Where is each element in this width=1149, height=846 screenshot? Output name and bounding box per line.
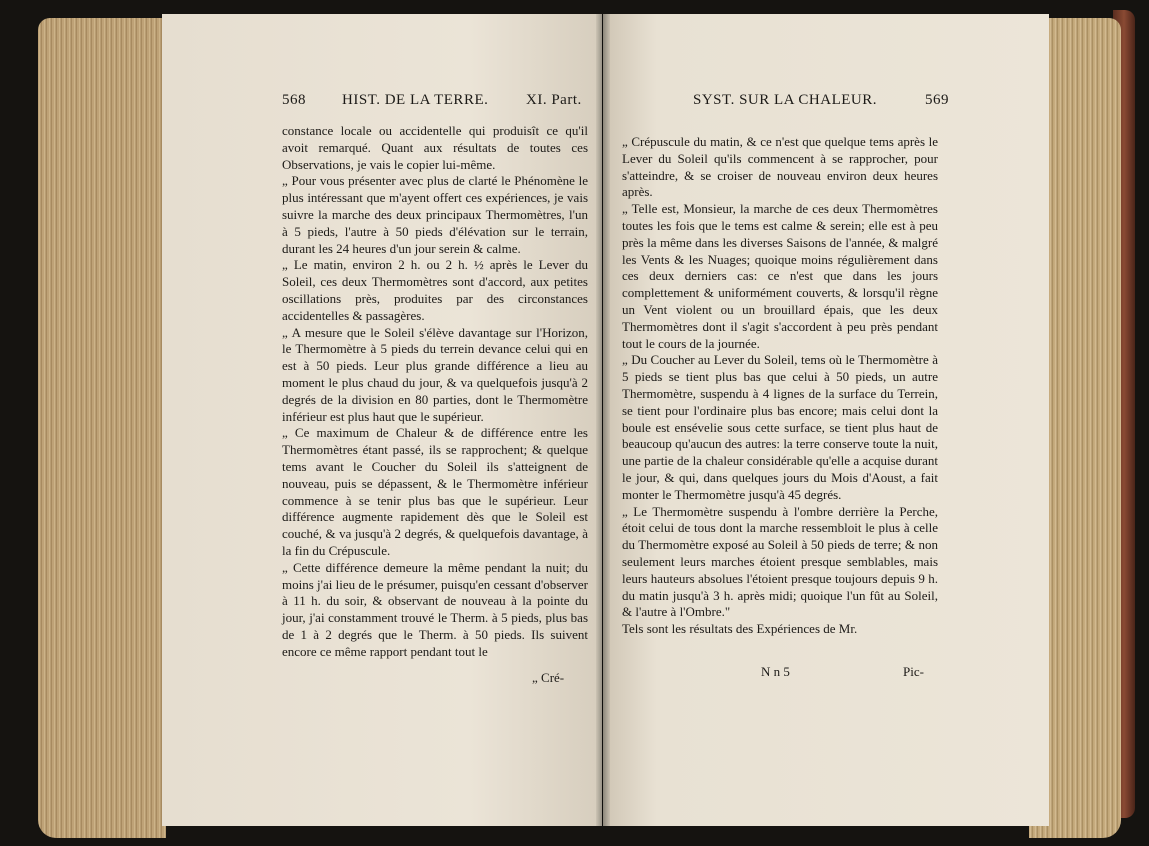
page-number: 569 bbox=[925, 92, 949, 108]
left-page bbox=[162, 14, 602, 826]
paragraph: constance locale ou accidentelle qui produisît ce qu'il avoit remarqué. Quant aux résultats de toutes ces Observations, je vais le copier lui-même. bbox=[282, 123, 588, 172]
paragraph: „ A mesure que le Soleil s'élève davantage sur l'Horizon, le Thermomètre à 5 pieds du terrein devance celui qui en est à 50 pieds. Leur plus grande différence a lieu au moment le plus chaud du jour, & va quelquefois jusqu'à 2 degrés de la division en 80 parties, dont le Thermomètre inférieur est plus haut que le supérieur. bbox=[282, 324, 588, 424]
catchword: Pic- bbox=[903, 664, 924, 679]
book-gutter bbox=[596, 14, 610, 826]
running-title: SYST. SUR LA CHALEUR. bbox=[693, 92, 877, 108]
right-page-body bbox=[622, 134, 938, 638]
page-number: 568 bbox=[282, 92, 306, 108]
paragraph: „ Pour vous présenter avec plus de clarté le Phénomène le plus intéressant que m'ayent offert ces expériences, je vais suivre la marche des deux principaux Thermomètres, l'un à 5 pieds, l'autre à 50 pieds d'élévation sur le terrain, durant les 24 heures d'un jour serein & calme. bbox=[282, 173, 588, 256]
paragraph: Tels sont les résultats des Expériences de Mr. bbox=[622, 621, 858, 637]
paragraph: „ Le Thermomètre suspendu à l'ombre derrière la Perche, étoit celui de tous dont la marche ressembloit le plus à celle du Thermomètre exposé au Soleil à 50 pieds de terre; & non seulement leurs marches étoient presque semblables, mais leurs hauteurs absolues l'étoient presque toujours depuis 9 h. du matin jusqu'à 3 h. après midi; quoique l'un fût au Soleil, & l'autre à l'Ombre." bbox=[622, 503, 938, 620]
paragraph: „ Le matin, environ 2 h. ou 2 h. ½ après le Lever du Soleil, ces deux Thermomètres sont d'accord, aux petites oscillations près, produites par des circonstances accidentelles & passagères. bbox=[282, 257, 588, 323]
paragraph: „ Cette différence demeure la même pendant la nuit; du moins j'ai lieu de le présumer, puisqu'en cessant d'observer à 11 h. du soir, & observant de nouveau à la pointe du jour, j'ai constamment trouvé le Therm. à 5 pieds, plus bas de 1 à 2 degrés que le Therm. à 50 pieds. Ils suivent encore ce même rapport pendant tout le bbox=[282, 559, 588, 659]
running-title: HIST. DE LA TERRE. bbox=[342, 92, 489, 108]
right-page bbox=[603, 14, 1049, 826]
paragraph: „ Du Coucher au Lever du Soleil, tems où le Thermomètre à 5 pieds se tient plus bas que celui à 50 pieds, un autre Thermomètre, suspendu à 4 lignes de la surface du Terrein, se tient pour l'ordinaire plus bas encore; mais celui dont la boule est ensévelie sous cette surface, se tient plus haut de beaucoup qu'aucun des autres: la terre conserve toute la nuit, une partie de la chaleur considérable qu'elle a acquise durant le jour, & qui, dans quelques jours du Mois d'Aoust, a fait monter le Thermomètre jusqu'à 45 degrés. bbox=[622, 352, 938, 502]
catchword: „ Cré- bbox=[532, 670, 565, 685]
left-page-body bbox=[282, 123, 588, 661]
left-page-block-edge bbox=[38, 18, 166, 838]
paragraph: „ Crépuscule du matin, & ce n'est que quelque tems après le Lever du Soleil qu'ils commencent à se rapprocher, pour s'atteindre, & se croiser de nouveau environ deux heures après. bbox=[622, 134, 938, 200]
paragraph: „ Ce maximum de Chaleur & de différence entre les Thermomètres étant passé, ils se rapprochent; & quelque tems avant le Coucher du Soleil ils s'atteignent de nouveau, puis se dépassent, & le Thermomètre inférieur commence à se tenir plus bas que le supérieur. Leur différence augmente rapidement dès que le Soleil est couché, & va jusqu'à 2 degrés, & quelquefois davantage, à la fin du Crépuscule. bbox=[282, 425, 588, 558]
signature-mark: N n 5 bbox=[761, 664, 790, 679]
part-label: XI. Part. bbox=[526, 92, 582, 108]
paragraph: „ Telle est, Monsieur, la marche de ces deux Thermomètres toutes les fois que le tems est calme & serein; elle est à peu près la même dans les diverses Saisons de l'année, & malgré les Vents & les Nuages; quoique moins régulièrement dans ces deux derniers cas: ce n'est que dans les jours complettement & uniformément couverts, & lorsqu'il règne un Vent violent ou un brouillard épais, que les deux Thermomètres dont il s'agit s'accordent à peu près pendant tout le cours de la journée. bbox=[622, 201, 938, 351]
